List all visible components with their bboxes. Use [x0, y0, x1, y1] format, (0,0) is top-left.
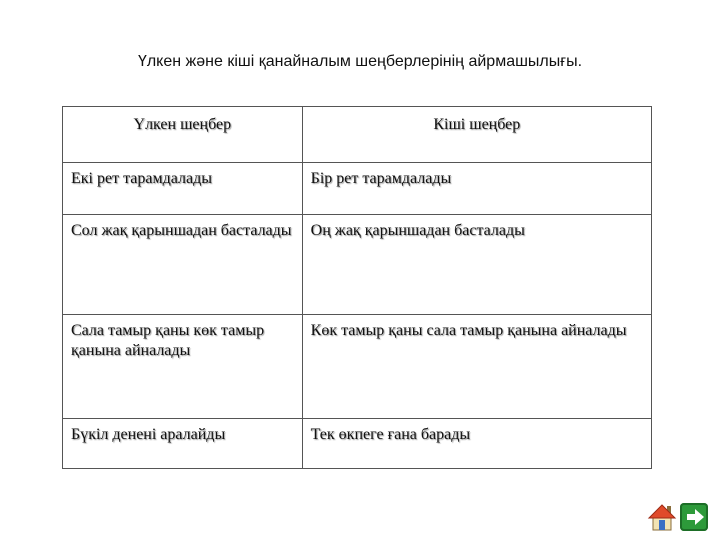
home-icon [647, 502, 677, 532]
table-header-row [63, 107, 652, 163]
header-cell: Үлкен шеңбер [63, 107, 303, 163]
page-title: Үлкен және кіші қанайналым шеңберлерінің айрмашылығы. [137, 53, 583, 70]
table-cell: Оң жақ қарыншадан басталады [302, 215, 651, 315]
header-cell: Кіші шеңбер [302, 107, 651, 163]
table-cell: Тек өкпеге ғана барады [302, 419, 651, 469]
table-cell: Сала тамыр қаны көк тамыр қанына айналады [63, 315, 303, 419]
comparison-table [62, 106, 652, 469]
table-cell: Екі рет тарамдалады [63, 163, 303, 215]
table-cell: Сол жақ қарыншадан басталады [63, 215, 303, 315]
table-row [63, 419, 652, 469]
table-cell: Бір рет тарамдалады [302, 163, 651, 215]
home-button[interactable] [647, 502, 677, 532]
table-row [63, 315, 652, 419]
table-row [63, 163, 652, 215]
table-cell: Бүкіл денені аралайды [63, 419, 303, 469]
table-row [63, 215, 652, 315]
table-cell: Көк тамыр қаны сала тамыр қанына айналады [302, 315, 651, 419]
arrow-right-icon [680, 502, 710, 532]
next-button[interactable] [680, 502, 710, 532]
